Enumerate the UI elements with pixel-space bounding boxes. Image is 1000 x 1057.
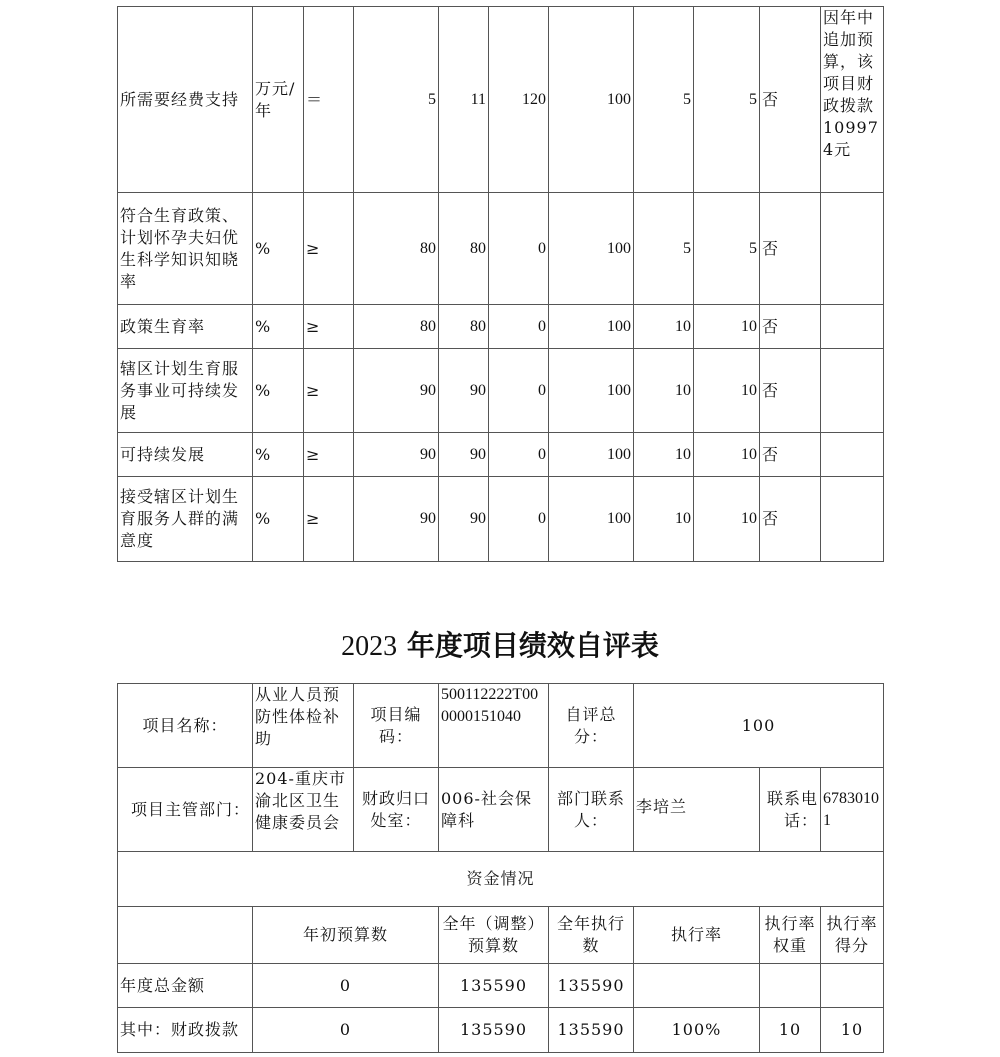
indicator-name: 符合生育政策、计划怀孕夫妇优生科学知识知晓率 [118, 193, 253, 305]
finance-office: 006-社会保障科 [439, 768, 549, 852]
form-title [0, 624, 1000, 664]
indicator-operator: ＝ [304, 7, 354, 193]
indicator-actual: 90 [439, 477, 489, 562]
phone-label: 联系电话： [760, 768, 821, 852]
indicator-weight: 5 [634, 7, 694, 193]
indicator-target: 80 [354, 193, 439, 305]
funds-weight [760, 964, 821, 1008]
indicator-unit: % [253, 305, 304, 349]
indicator-operator: ≥ [304, 433, 354, 477]
indicator-weight: 10 [634, 433, 694, 477]
indicator-rate: 0 [489, 433, 549, 477]
indicator-actual: 80 [439, 305, 489, 349]
self-evaluation-table [117, 683, 884, 1053]
indicator-actual: 90 [439, 433, 489, 477]
self-score-label: 自评总分： [549, 684, 634, 768]
indicator-note [821, 349, 884, 433]
indicator-note [821, 193, 884, 305]
contact: 李培兰 [634, 768, 760, 852]
indicator-actual: 80 [439, 193, 489, 305]
indicator-target: 90 [354, 433, 439, 477]
indicator-score: 5 [694, 7, 760, 193]
phone: 67830101 [821, 768, 884, 852]
project-code: 500112222T000000151040 [439, 684, 549, 768]
indicator-operator: ≥ [304, 477, 354, 562]
indicator-flag: 否 [760, 7, 821, 193]
finance-office-label: 财政归口处室： [354, 768, 439, 852]
indicator-name: 接受辖区计划生育服务人群的满意度 [118, 477, 253, 562]
funds-executed: 135590 [549, 1008, 634, 1053]
indicator-target: 5 [354, 7, 439, 193]
funds-header-blank [118, 907, 253, 964]
title-year: 2023 [341, 631, 398, 662]
indicator-row [118, 193, 884, 305]
funds-header: 执行率 [634, 907, 760, 964]
indicator-actual: 90 [439, 349, 489, 433]
indicator-score-rate: 100 [549, 349, 634, 433]
indicator-unit: % [253, 477, 304, 562]
indicator-name: 政策生育率 [118, 305, 253, 349]
indicator-flag: 否 [760, 433, 821, 477]
funds-rate [634, 964, 760, 1008]
funds-section-label: 资金情况 [118, 852, 884, 907]
indicator-score-rate: 100 [549, 193, 634, 305]
indicator-flag: 否 [760, 349, 821, 433]
funds-header: 年初预算数 [253, 907, 439, 964]
indicator-flag: 否 [760, 193, 821, 305]
funds-header: 全年执行数 [549, 907, 634, 964]
funds-header: 执行率得分 [821, 907, 884, 964]
indicator-row [118, 433, 884, 477]
indicator-unit: % [253, 349, 304, 433]
indicator-score: 10 [694, 305, 760, 349]
indicator-rate: 0 [489, 477, 549, 562]
indicator-score: 10 [694, 349, 760, 433]
indicator-name: 辖区计划生育服务事业可持续发展 [118, 349, 253, 433]
indicator-unit: % [253, 433, 304, 477]
indicator-note [821, 477, 884, 562]
funds-rate: 100% [634, 1008, 760, 1053]
indicator-row [118, 477, 884, 562]
title-text: 年度项目绩效自评表 [406, 629, 659, 662]
indicator-score: 10 [694, 433, 760, 477]
funds-header: 全年（调整）预算数 [439, 907, 549, 964]
indicator-unit: % [253, 193, 304, 305]
indicator-weight: 10 [634, 349, 694, 433]
indicator-table [117, 6, 884, 562]
funds-weight: 10 [760, 1008, 821, 1053]
indicator-row [118, 7, 884, 193]
indicator-actual: 11 [439, 7, 489, 193]
indicator-operator: ≥ [304, 305, 354, 349]
indicator-weight: 5 [634, 193, 694, 305]
indicator-note [821, 433, 884, 477]
funds-initial: 0 [253, 964, 439, 1008]
indicator-flag: 否 [760, 477, 821, 562]
indicator-note: 因年中追加预算，该项目财政拨款109974元 [821, 7, 884, 193]
project-name: 从业人员预防性体检补助 [253, 684, 354, 768]
funds-executed: 135590 [549, 964, 634, 1008]
indicator-target: 90 [354, 349, 439, 433]
indicator-weight: 10 [634, 477, 694, 562]
funds-initial: 0 [253, 1008, 439, 1053]
indicator-operator: ≥ [304, 349, 354, 433]
indicator-target: 80 [354, 305, 439, 349]
indicator-operator: ≥ [304, 193, 354, 305]
indicator-score-rate: 100 [549, 7, 634, 193]
indicator-rate: 0 [489, 193, 549, 305]
funds-adjusted: 135590 [439, 964, 549, 1008]
indicator-flag: 否 [760, 305, 821, 349]
indicator-row [118, 305, 884, 349]
project-code-label: 项目编码： [354, 684, 439, 768]
indicator-name: 所需要经费支持 [118, 7, 253, 193]
dept: 204-重庆市渝北区卫生健康委员会 [253, 768, 354, 852]
indicator-rate: 0 [489, 349, 549, 433]
funds-header: 执行率权重 [760, 907, 821, 964]
indicator-unit: 万元/年 [253, 7, 304, 193]
indicator-rate: 0 [489, 305, 549, 349]
indicator-score: 5 [694, 193, 760, 305]
funds-row-label: 其中：财政拨款 [118, 1008, 253, 1053]
funds-adjusted: 135590 [439, 1008, 549, 1053]
funds-score: 10 [821, 1008, 884, 1053]
indicator-score-rate: 100 [549, 433, 634, 477]
dept-label: 项目主管部门： [118, 768, 253, 852]
self-score: 100 [634, 684, 884, 768]
indicator-target: 90 [354, 477, 439, 562]
funds-row-label: 年度总金额 [118, 964, 253, 1008]
funds-score [821, 964, 884, 1008]
indicator-score-rate: 100 [549, 305, 634, 349]
indicator-score: 10 [694, 477, 760, 562]
indicator-score-rate: 100 [549, 477, 634, 562]
indicator-name: 可持续发展 [118, 433, 253, 477]
indicator-row [118, 349, 884, 433]
project-name-label: 项目名称： [118, 684, 253, 768]
indicator-rate: 120 [489, 7, 549, 193]
indicator-note [821, 305, 884, 349]
indicator-weight: 10 [634, 305, 694, 349]
contact-label: 部门联系人： [549, 768, 634, 852]
